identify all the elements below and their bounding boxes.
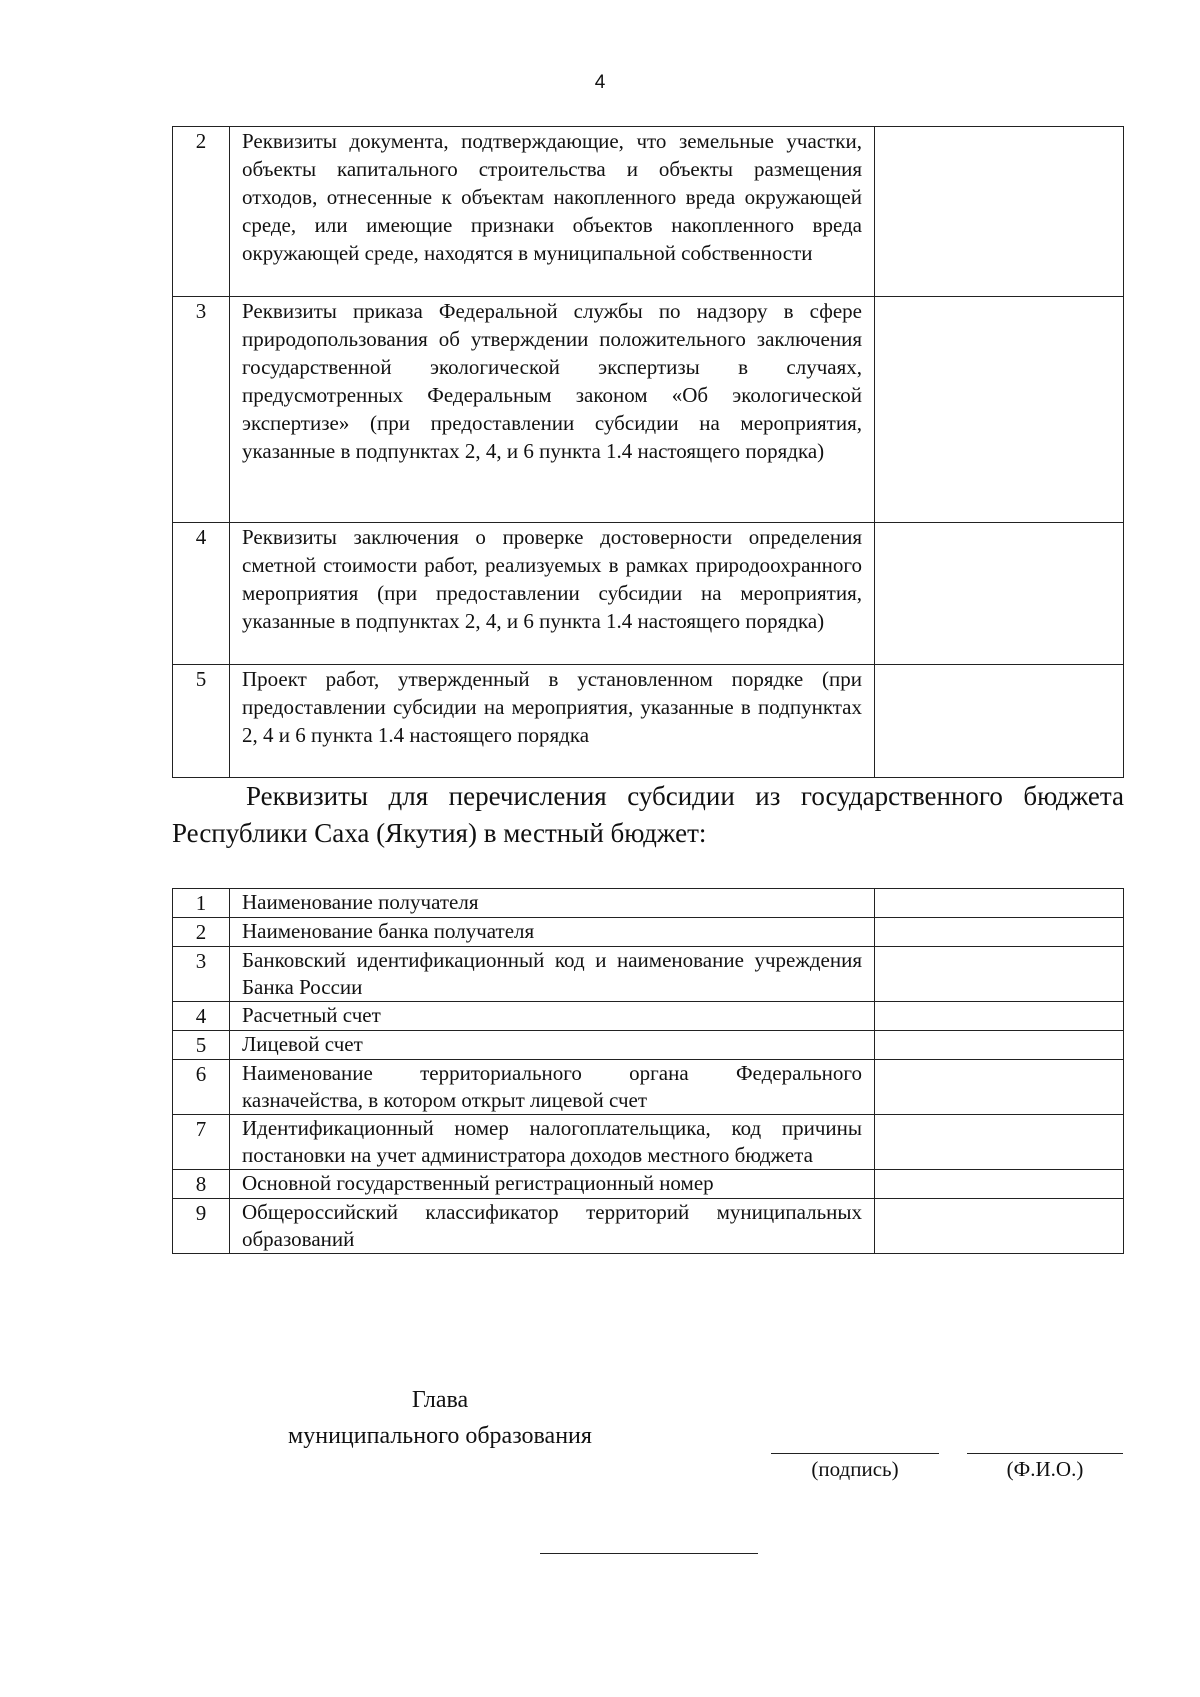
signatory-title-line1: Глава <box>411 1387 469 1413</box>
row-number: 7 <box>173 1115 230 1170</box>
row-value-cell <box>875 1170 1124 1199</box>
end-divider <box>540 1553 758 1554</box>
row-number: 4 <box>173 523 230 665</box>
table-row <box>173 665 1124 778</box>
row-description: Наименование получателя <box>230 889 875 918</box>
bank-details-table <box>172 888 1124 1254</box>
table-row <box>173 1199 1124 1254</box>
row-description: Идентификационный номер налогоплательщика, код причины постановки на учет администратора доходов местного бюджета <box>230 1115 875 1170</box>
row-description: Наименование территориального органа Федерального казначейства, в котором открыт лицевой счет <box>230 1060 875 1115</box>
row-value-cell <box>875 1002 1124 1031</box>
table-row <box>173 947 1124 1002</box>
row-value-cell <box>875 523 1124 665</box>
row-value-cell <box>875 665 1124 778</box>
row-description: Наименование банка получателя <box>230 918 875 947</box>
row-number: 1 <box>173 889 230 918</box>
documents-table <box>172 126 1124 778</box>
name-line[interactable] <box>967 1453 1123 1454</box>
row-number: 2 <box>173 918 230 947</box>
row-description: Проект работ, утвержденный в установленном порядке (при предоставлении субсидии на мероприятия, указанные в подпунктах 2, 4 и 6 пункта 1.4 настоящего порядка <box>230 665 875 778</box>
row-number: 6 <box>173 1060 230 1115</box>
row-description: Лицевой счет <box>230 1031 875 1060</box>
row-value-cell <box>875 918 1124 947</box>
row-value-cell <box>875 127 1124 297</box>
row-number: 5 <box>173 1031 230 1060</box>
table-row <box>173 889 1124 918</box>
row-value-cell <box>875 1060 1124 1115</box>
row-value-cell <box>875 889 1124 918</box>
row-value-cell <box>875 947 1124 1002</box>
page-number: 4 <box>594 72 606 93</box>
row-number: 5 <box>173 665 230 778</box>
row-number: 9 <box>173 1199 230 1254</box>
row-number: 3 <box>173 297 230 523</box>
table-row <box>173 1170 1124 1199</box>
row-value-cell <box>875 297 1124 523</box>
table-row <box>173 1031 1124 1060</box>
name-caption: (Ф.И.О.) <box>1006 1457 1084 1481</box>
row-number: 4 <box>173 1002 230 1031</box>
table-row <box>173 1060 1124 1115</box>
table-row <box>173 1002 1124 1031</box>
table-row <box>173 918 1124 947</box>
row-value-cell <box>875 1199 1124 1254</box>
row-description: Банковский идентификационный код и наименование учреждения Банка России <box>230 947 875 1002</box>
row-value-cell <box>875 1031 1124 1060</box>
table-row <box>173 523 1124 665</box>
row-value-cell <box>875 1115 1124 1170</box>
signatory-title-line2: муниципального образования <box>288 1423 592 1449</box>
signatory-title <box>230 1382 650 1454</box>
table-row <box>173 297 1124 523</box>
row-description: Реквизиты приказа Федеральной службы по надзору в сфере природопользования об утверждении положительного заключения государственной экологической экспертизы в случаях, предусмотренных Федеральным законом «Об экологической экспертизе» (при предоставлении субсидии на мероприятия, указанные в подпунктах 2, 4, и 6 пункта 1.4 настоящего порядка) <box>230 297 875 523</box>
row-description: Общероссийский классификатор территорий муниципальных образований <box>230 1199 875 1254</box>
signature-caption: (подпись) <box>811 1457 899 1481</box>
row-description: Расчетный счет <box>230 1002 875 1031</box>
bank-details-intro: Реквизиты для перечисления субсидии из государственного бюджета Республики Саха (Якутия) в местный бюджет: <box>172 781 1124 848</box>
signature-line[interactable] <box>771 1453 939 1454</box>
row-number: 3 <box>173 947 230 1002</box>
table-row <box>173 1115 1124 1170</box>
row-description: Основной государственный регистрационный номер <box>230 1170 875 1199</box>
row-description: Реквизиты документа, подтверждающие, что земельные участки, объекты капитального строительства и объекты размещения отходов, отнесенные к объектам накопленного вреда окружающей среде, или имеющие признаки объектов накопленного вреда окружающей среде, находятся в муниципальной собственности <box>230 127 875 297</box>
row-number: 2 <box>173 127 230 297</box>
row-description: Реквизиты заключения о проверке достоверности определения сметной стоимости работ, реализуемых в рамках природоохранного мероприятия (при предоставлении субсидии на мероприятия, указанные в подпунктах 2, 4, и 6 пункта 1.4 настоящего порядка) <box>230 523 875 665</box>
row-number: 8 <box>173 1170 230 1199</box>
table-row <box>173 127 1124 297</box>
